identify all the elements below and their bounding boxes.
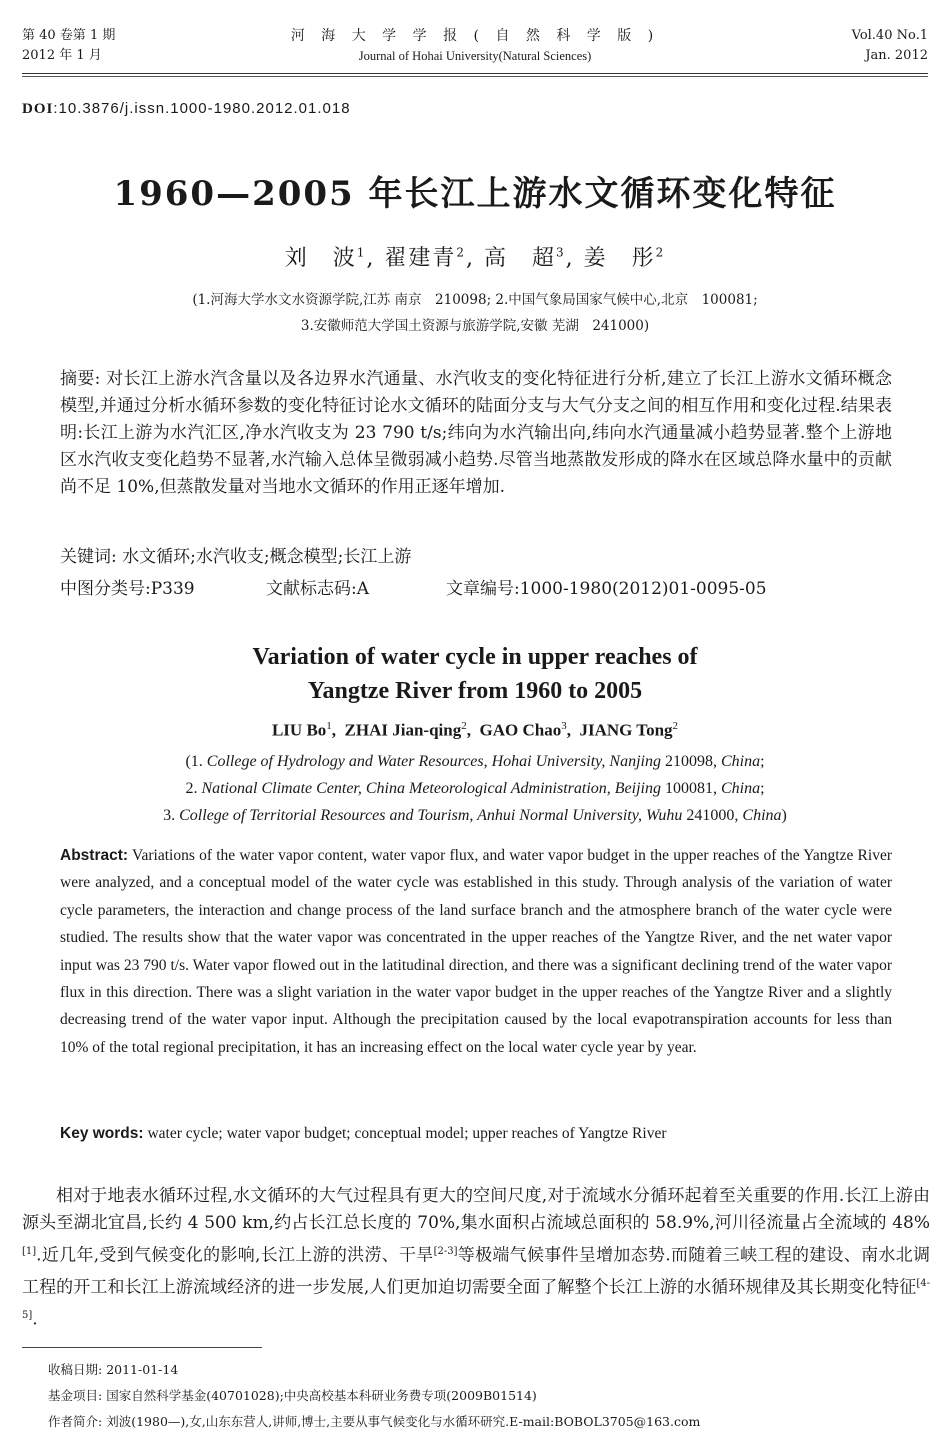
citation[interactable]: [1]	[22, 1245, 37, 1257]
footnote-label: 作者简介:	[48, 1414, 103, 1429]
header-rule	[22, 73, 928, 74]
doi	[22, 100, 351, 118]
cn-abstract-text: 对长江上游水汽含量以及各边界水汽通量、水汽收支的变化特征进行分析,建立了长江上游水文循环概念模型,并通过分析水循环参数的变化特征讨论水文循环的陆面分支与大气分支之间的相互作用和变化过程.结果表明:长江上游为水汽汇区,净水汽收支为 23 790 t/s;纬向为水汽输出向,纬向水汽通量减小趋势显著.整个上游地区水汽收支变化趋势不显著,水汽输入总体呈微弱减小趋势.尽管当地蒸散发形成的降水在区域总降水量中的贡献尚不足 10%,但蒸散发量对当地水文循环的作用正逐年增加.	[60, 369, 892, 497]
date-en: Jan. 2012	[865, 48, 928, 63]
footnote-fund	[48, 1386, 537, 1406]
cn-classification	[60, 576, 892, 603]
en-author: JIANG Tong	[579, 720, 673, 740]
aff-institution: College of Territorial Resources and Tourism, Anhui Normal University, Wuhu	[179, 807, 683, 824]
cn-author: 姜 彤	[583, 246, 656, 271]
cls-label: 中图分类号:	[60, 579, 151, 599]
en-affiliation-2: 2. National Climate Center, China Meteorological Administration, Beijing 100081, China;	[185, 780, 765, 797]
aff-postcode: 100081,	[664, 780, 717, 797]
aff-num: 3.	[163, 807, 176, 824]
body-text: 等极端气候事件呈增加态势.而随着三峡工程的建设、南水北调工程的开工和长江上游流域经济的进一步发展,人们更加迫切需要全面了解整个长江上游的水循环规律及其长期变化特征	[22, 1245, 930, 1298]
cn-authors: 刘 波$^1$, 翟建青$^2$, 高 超$^3$, 姜 彤$^2$	[284, 245, 666, 271]
en-title-line1: Variation of water cycle in upper reaches of	[252, 644, 698, 670]
en-authors: LIU Bo$^1$, ZHAI Jian-qing$^2$, GAO Chao$^3$, JIANG Tong$^2$	[271, 720, 679, 740]
en-author: GAO Chao	[479, 720, 562, 740]
en-author-sup: 1	[326, 720, 332, 732]
body-paragraph	[22, 1183, 930, 1334]
aff-country: China	[742, 807, 782, 824]
en-affiliation-3: 3. College of Territorial Resources and Tourism, Anhui Normal University, Wuhu 241000, China)	[163, 807, 787, 824]
footnote-label: 收稿日期:	[48, 1362, 103, 1377]
footnote-value: 国家自然科学基金(40701028);中央高校基本科研业务费专项(2009B01514)	[106, 1388, 537, 1403]
journal-name	[0, 26, 950, 66]
footnote-received	[48, 1360, 178, 1380]
citation[interactable]: [2-3]	[433, 1245, 458, 1257]
en-affiliation-1: (1. College of Hydrology and Water Resources, Hohai University, Nanjing 210098, China;	[185, 753, 765, 770]
aff-postcode: 210098,	[664, 753, 717, 770]
en-keywords-text: water cycle; water vapor budget; conceptual model; upper reaches of Yangtze River	[147, 1125, 667, 1142]
header-rule-thin	[22, 76, 928, 77]
aff-institution: College of Hydrology and Water Resources, Hohai University, Nanjing	[206, 753, 661, 770]
cn-author: 翟建青	[384, 246, 457, 271]
footnote-value: 刘波(1980—),女,山东东营人,讲师,博士,主要从事气候变化与水循环研究.E-mail:BOBOL3705@163.com	[106, 1414, 701, 1429]
aff-country: China	[720, 753, 761, 770]
doi-label: DOI	[22, 101, 54, 117]
aff-num: (1.	[185, 753, 203, 770]
cn-author-sup: 3	[556, 245, 566, 260]
cn-author-sup: 2	[655, 245, 666, 260]
en-author-sup: 2	[461, 720, 467, 732]
en-author-sup: 2	[672, 720, 679, 732]
cn-author: 刘 波	[284, 246, 357, 271]
footnote-author	[48, 1412, 700, 1432]
doc-code-label: 文献标志码:	[266, 579, 357, 599]
en-keywords	[60, 1125, 892, 1143]
en-keywords-label: Key words:	[60, 1125, 144, 1142]
en-abstract-label: Abstract:	[60, 847, 129, 864]
aff-num: 2.	[185, 780, 198, 797]
en-title-line2: Yangtze River from 1960 to 2005	[307, 678, 643, 704]
aff-institution: National Climate Center, China Meteorological Administration, Beijing	[201, 780, 661, 797]
cn-affiliation-line2: 3.安徽师范大学国土资源与旅游学院,安徽 芜湖 241000)	[300, 318, 650, 334]
aff-postcode: 241000,	[686, 807, 739, 824]
doc-code-value: A	[356, 579, 370, 599]
body-text: .近几年,受到气候变化的影响,长江上游的洪涝、干旱	[36, 1245, 434, 1266]
cls-value: P339	[150, 579, 195, 599]
en-author-sup: 3	[561, 720, 567, 732]
issue-info-en	[852, 26, 928, 66]
cn-author-sup: 1	[356, 245, 367, 260]
en-author: ZHAI Jian-qing	[344, 720, 462, 740]
en-abstract-text: Variations of the water vapor content, water vapor flux, and water vapor budget in the upper reaches of the Yangtze River were analyzed, and a conceptual model of the water cycle was established in this study. Through analysis of the variation of water cycle parameters, the interaction and change process of the land surface branch and the atmosphere branch of the water cycle were studied. The results show that the water vapor was concentrated in the upper reaches of the Yangtze River, and the net water vapor input was 23 790 t/s. Water vapor flowed out in the latitudinal direction, and there was a significant declining trend of the water vapor flux in this direction. There was a slight variation in the water vapor budget in the upper reaches of the Yangtze River and a slightly decreasing trend of the water vapor input. Although the precipitation caused by the local evapotranspiration accounts for less than 10% of the total regional precipitation, it has an increasing effect on the local water cycle year by year.	[60, 847, 892, 1056]
article-no-label: 文章编号:	[446, 579, 520, 599]
footnote-value: 2011-01-14	[106, 1362, 179, 1377]
cn-author-sup: 2	[456, 245, 466, 260]
issue-volume: 第 40 卷第 1 期	[22, 28, 116, 43]
body-text: .	[32, 1309, 38, 1330]
citation[interactable]: [4-5]	[22, 1277, 930, 1321]
cn-abstract-label: 摘要:	[60, 369, 101, 389]
aff-country: China	[720, 780, 761, 797]
cn-affiliation-line1: (1.河海大学水文水资源学院,江苏 南京 210098; 2.中国气象局国家气候中心,北京 100081;	[192, 292, 758, 308]
cn-abstract	[60, 366, 892, 501]
en-title	[0, 640, 950, 708]
cn-author: 高 超	[484, 246, 557, 271]
doi-value: :10.3876/j.issn.1000-1980.2012.01.018	[53, 100, 351, 117]
issue-date: 2012 年 1 月	[22, 48, 102, 63]
footnote-label: 基金项目:	[48, 1388, 103, 1403]
cn-keywords-text: 水文循环;水汽收支;概念模型;长江上游	[122, 547, 412, 567]
en-abstract	[60, 842, 892, 1061]
cn-title: 1960—2005 年长江上游水文循环变化特征	[113, 174, 837, 214]
journal-name-en: Journal of Hohai University(Natural Sciences)	[358, 49, 592, 63]
cn-keywords-label: 关键词:	[60, 547, 117, 567]
body-text: 相对于地表水循环过程,水文循环的大气过程具有更大的空间尺度,对于流域水分循环起着至关重要的作用.长江上游由源头至湖北宜昌,长约 4 500 km,约占长江总长度的 70%,集水面积占流域总面积的 58.9%,河川径流量占全流域的 48%	[22, 1186, 930, 1234]
footnote-rule	[22, 1347, 262, 1348]
en-author: LIU Bo	[271, 720, 327, 740]
article-no-value: 1000-1980(2012)01-0095-05	[519, 579, 767, 599]
volume-en: Vol.40 No.1	[851, 28, 928, 43]
cn-keywords	[60, 544, 892, 571]
journal-name-cn: 河 海 大 学 学 报 ( 自 然 科 学 版 )	[290, 28, 660, 44]
